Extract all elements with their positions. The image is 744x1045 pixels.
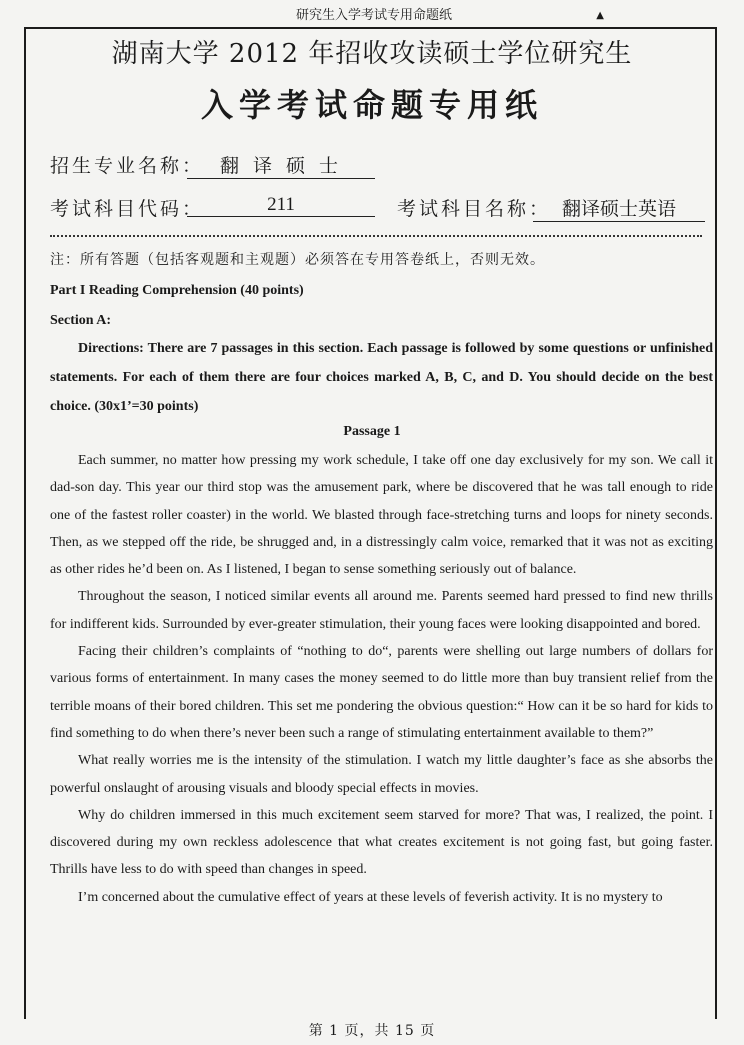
paragraph: Each summer, no matter how pressing my work schedule, I take off one day exclusively for my son. We call it dad-son day. This year our third stop was the amusement park, where be discovered that he was tall enough to ride one of the fastest roller coaster) in the world. We blasted through face-stretching turns and loops for ninety seconds. Then, as we stepped off the ride, be shrugged and, in a distressingly calm voice, remarked that it was not as exciting as other rides he’d been on. As I listened, I began to sense something seriously out of balance.	[50, 453, 713, 578]
paragraph: Throughout the season, I noticed similar events all around me. Parents seemed hard pressed to find new thrills for indifferent kids. Surrounded by ever-greater stimulation, their young faces were looking disappointed and bored.	[50, 589, 713, 632]
part-title: Part I Reading Comprehension (40 points)	[50, 283, 304, 298]
directions-text: Directions: There are 7 passages in this section. Each passage is followed by some questions or unfinished statements. For each of them there are four choices marked A, B, C, and D. You should decide on the best choice. (30x1’=30 points)	[50, 341, 713, 414]
paragraph: What really worries me is the intensity of the stimulation. I watch my little daughter’s face as she absorbs the powerful onslaught of arousing visuals and bloody special effects in movies.	[50, 753, 713, 796]
paragraph: I’m concerned about the cumulative effect of years at these levels of feverish activity. It is no mystery to	[78, 889, 663, 905]
subject-field	[397, 194, 676, 221]
answer-note: 注：所有答题（包括客观题和主观题）必须答在专用答卷纸上，否则无效。	[50, 252, 545, 268]
exam-title-line2: 入学考试命题专用纸	[200, 86, 543, 124]
code-field	[50, 194, 295, 221]
major-field	[50, 151, 343, 178]
code-label: 考试科目代码：	[50, 198, 205, 220]
paragraph: Why do children immersed in this much excitement seem starved for more? That was, I realized, the point. I discovered during my own reckless adolescence that what creates excitement is not going fast, but going faster. Thrills have less to do with speed than changes in speed.	[50, 807, 713, 878]
passage-title: Passage 1	[343, 424, 401, 439]
header-mark: ▲	[596, 10, 604, 21]
paragraph: Facing their children’s complaints of “nothing to do“, parents were shelling out large numbers of dollars for various forms of entertainment. In many cases the money seemed to do little more than buy transient relief from the terrible moans of their bored children. This set me pondering the obvious question:“ How can it be so hard for kids to find something to do when there’s never been such a range of stimulating entertainment available to them?”	[50, 644, 713, 741]
header-text: 研究生入学考试专用命题纸	[295, 8, 452, 23]
subject-label: 考试科目名称：	[397, 198, 552, 220]
page-footer: 第 1 页，共 15 页	[308, 1023, 436, 1039]
major-label: 招生专业名称：	[50, 155, 205, 177]
subject-value: 翻译硕士英语	[533, 194, 705, 222]
dotted-divider	[50, 235, 702, 237]
exam-title-line1: 湖南大学 2012 年招收攻读硕士学位研究生	[111, 39, 633, 69]
passage-body	[50, 447, 713, 911]
section-title: Section A:	[50, 313, 112, 328]
page-header	[24, 6, 724, 26]
code-value: 211	[187, 194, 375, 217]
major-value: 翻 译 硕 士	[187, 151, 375, 179]
